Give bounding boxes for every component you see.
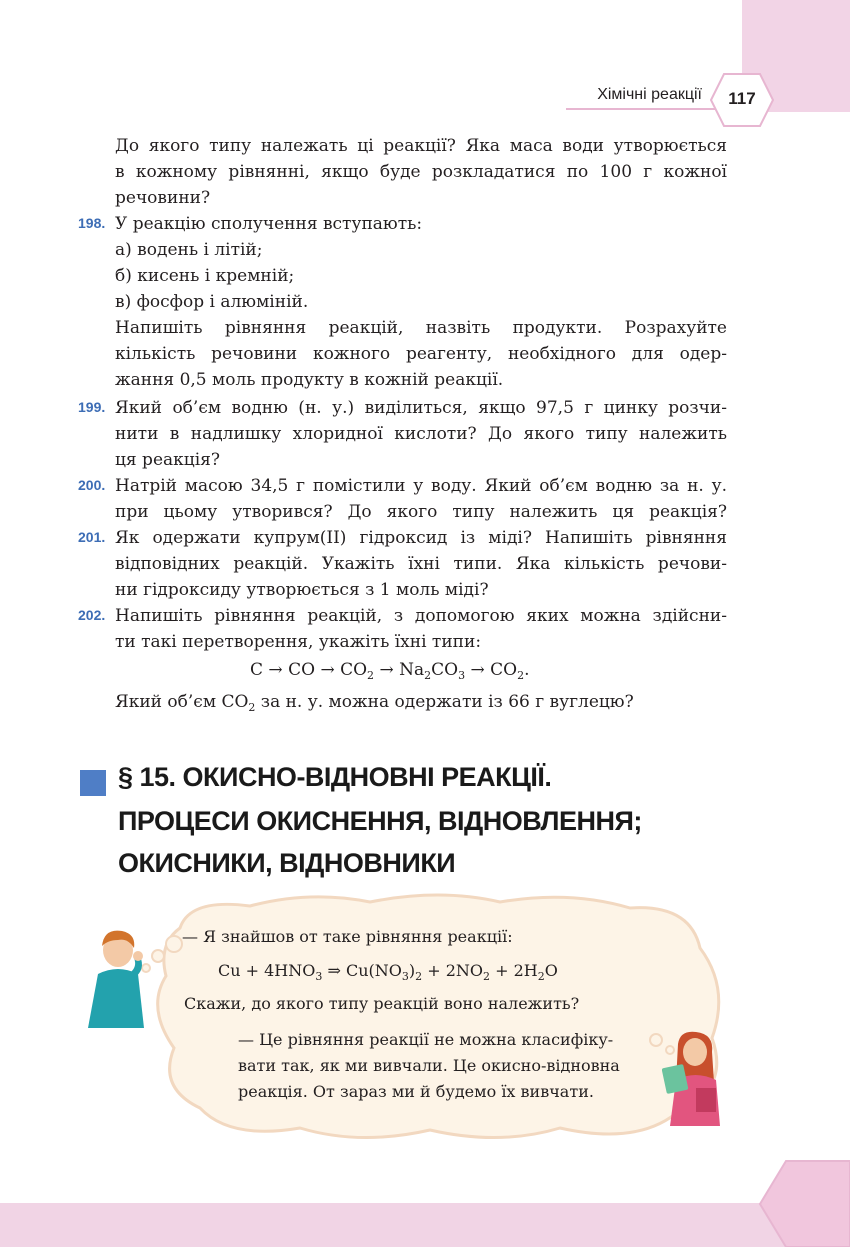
text-line: а) водень і літій; [115, 240, 263, 260]
text-line: Як одержати купрум(ІІ) гідроксид із міді? Напишіть рівняння [115, 528, 727, 548]
text-line: кількість речовини кожного реагенту, необхідного для одер- [115, 344, 727, 364]
text-line: б) кисень і кремній; [115, 266, 295, 286]
text-line: Який об’єм водню (н. у.) виділиться, якщо 97,5 г цинку розчи- [115, 398, 727, 418]
text-line: Напишіть рівняння реакцій, назвіть продукти. Розрахуйте [115, 318, 727, 338]
header-underline [566, 108, 716, 110]
problem-202 [115, 603, 727, 655]
dialogue-answer-3: реакція. От зараз ми й будемо їх вивчати. [238, 1082, 594, 1101]
girl-icon [662, 1030, 726, 1126]
problem-201 [115, 525, 727, 603]
footer-band [0, 1203, 850, 1247]
text-line: відповідних реакцій. Укажіть їхні типи. Яка кількість речови- [115, 554, 727, 574]
section-title-line-3: ОКИСНИКИ, ВІДНОВНИКИ [118, 848, 456, 878]
problem-198 [115, 211, 727, 393]
scheme-question: Який об’єм $CO_2$ за н. у. можна одержати із 66 г вуглецю? [115, 692, 634, 714]
text-line: речовини? [115, 188, 211, 208]
section-title-line-1: § 15. ОКИСНО-ВІДНОВНІ РЕАКЦІЇ. [118, 762, 552, 792]
dialogue-answer-2: вати так, як ми вивчали. Це окисно-відновна [238, 1056, 620, 1075]
dialogue-line-1: — Я знайшов от таке рівняння реакції: [182, 927, 513, 946]
text-line: ти такі перетворення, укажіть їхні типи: [115, 632, 482, 652]
dialogue-line-2: Скажи, до якого типу реакцій воно належить? [184, 994, 580, 1013]
boy-icon [78, 928, 150, 1028]
text-line: в кожному рівнянні, якщо буде розкладатися по 100 г кожної [115, 162, 727, 182]
text-line: ни гідроксиду утворюється з 1 моль міді? [115, 580, 489, 600]
text-line: при цьому утворився? До якого типу належить ця реакція? [115, 502, 727, 522]
section-title-line-2: ПРОЦЕСИ ОКИСНЕННЯ, ВІДНОВЛЕННЯ; [118, 806, 642, 836]
text-line: жання 0,5 моль продукту в кожній реакції. [115, 370, 504, 390]
page-number-badge [710, 73, 774, 127]
problem-number-199: 199. [78, 399, 106, 415]
transformation-scheme: C → CO → $CO_2 \to Na_2CO_3 \to CO_2$. [250, 660, 530, 682]
problem-number-201: 201. [78, 529, 106, 545]
problem-199 [115, 395, 727, 473]
page-number: 117 [728, 89, 756, 108]
text-line: в) фосфор і алюміній. [115, 292, 309, 312]
section-marker [80, 770, 106, 796]
problem-number-202: 202. [78, 607, 106, 623]
problem-number-198: 198. [78, 215, 106, 231]
footer-corner-hex [756, 1160, 850, 1247]
running-header: Хімічні реакції [597, 86, 702, 103]
text-line: ця реакція? [115, 450, 220, 470]
dialogue-equation: $Cu + 4HNO_3$ ⇒ $Cu(NO_3)_2 + 2NO_2 + 2H_2O$ [218, 961, 558, 983]
dialogue-answer-1: — Це рівняння реакції не можна класифіку- [238, 1030, 614, 1049]
text-line: У реакцію сполучення вступають: [115, 214, 423, 234]
text-line: нити в надлишку хлоридної кислоти? До якого типу належить [115, 424, 727, 444]
problem-number-200: 200. [78, 477, 106, 493]
problem-200 [115, 473, 727, 525]
text-line: Натрій масою 34,5 г помістили у воду. Який об’єм водню за н. у. [115, 476, 727, 496]
text-line: Напишіть рівняння реакцій, з допомогою яких можна здійсни- [115, 606, 727, 626]
text-line: До якого типу належать ці реакції? Яка маса води утворюється [115, 136, 727, 156]
intro-paragraph [115, 133, 727, 211]
